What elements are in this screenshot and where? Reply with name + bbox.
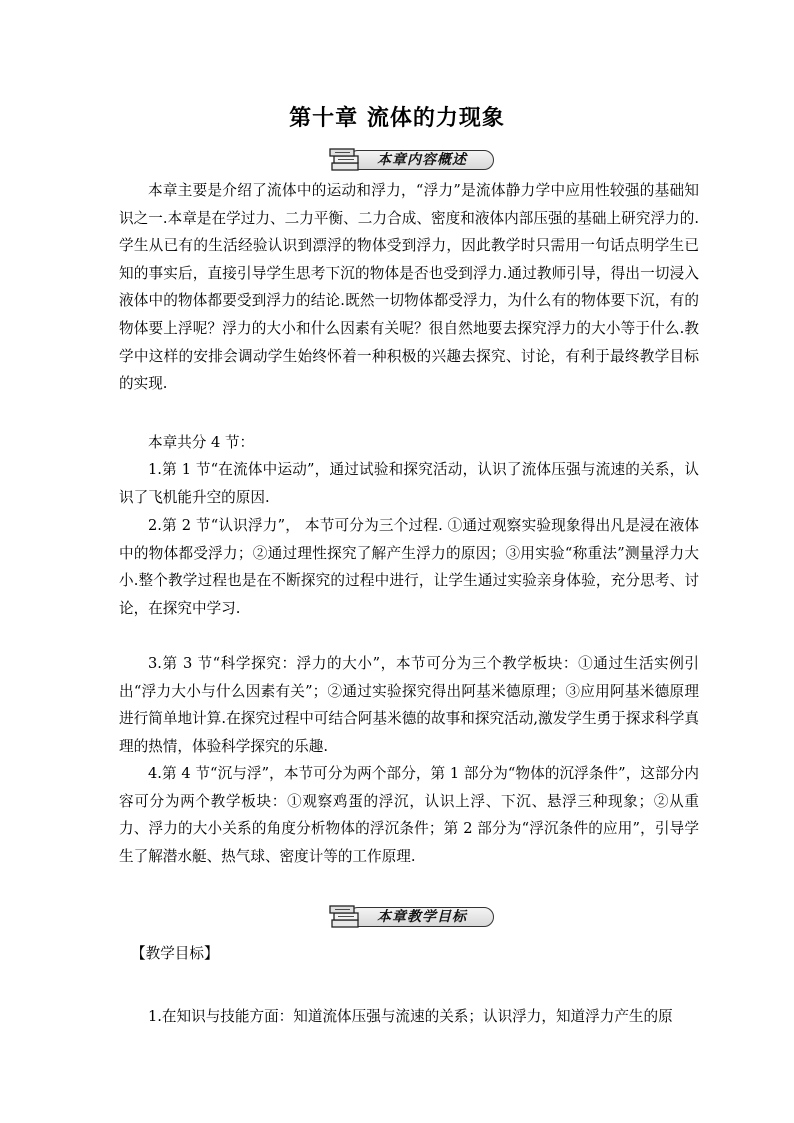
banner-overview-label: 本章内容概述 xyxy=(377,152,467,168)
banner-goals-label: 本章教学目标 xyxy=(377,909,467,925)
sections-intro: 本章共分 4 节： xyxy=(148,434,255,451)
section-item-3: 3.第 3 节“科学探究：浮力的大小”，本节可分为三个教学板块：①通过生活实例引出“浮力大小与什么因素有关”；②通过实验探究得出阿基米德原理；③应用阿基米德原理进行简单地计算.在探究过程中可结合阿基米德的故事和探究活动,激发学生勇于探求科学真理的热情，体验科学探究的乐趣. xyxy=(119,655,699,755)
page-title: 第十章 流体的力现象 xyxy=(289,106,505,131)
overview-paragraph: 本章主要是介绍了流体中的运动和浮力，“浮力”是流体静力学中应用性较强的基础知识之一.本章是在学过力、二力平衡、二力合成、密度和液体内部压强的基础上研究浮力的.学生从已有的生活经验认识到漂浮的物体受到浮力，因此教学时只需用一句话点明学生已知的事实后，直接引导学生思考下沉的物体是否也受到浮力.通过教师引导，得出一切浸入液体中的物体都要受到浮力的结论.既然一切物体都受浮力，为什么有的物体要下沉，有的物体要上浮呢？浮力的大小和什么因素有关呢？很自然地要去探究浮力的大小等于什么.教学中这样的安排会调动学生始终怀着一种积极的兴趣去探究、讨论，有利于最终教学目标的实现. xyxy=(119,182,699,393)
section-item-2: 2.第 2 节“认识浮力”， 本节可分为三个过程. ①通过观察实验现象得出凡是浸在液体中的物体都受浮力；②通过理性探究了解产生浮力的原因；③用实验“称重法”测量浮力大小.整个教学过程也是在不断探究的过程中进行，让学生通过实验亲身体验，充分思考、讨论，在探究中学习. xyxy=(119,517,699,617)
goals-item-1: 1.在知识与技能方面：知道流体压强与流速的关系；认识浮力，知道浮力产生的原 xyxy=(148,1008,673,1025)
section-item-4: 4.第 4 节“沉与浮”，本节可分为两个部分，第 1 部分为“物体的沉浮条件”，这部分内容可分为两个教学板块：①观察鸡蛋的浮沉，认识上浮、下沉、悬浮三种现象；②从重力、浮力的大小关系的角度分析物体的浮沉条件；第 2 部分为“浮沉条件的应用”，引导学生了解潜水艇、热气球、密度计等的工作原理. xyxy=(119,765,699,865)
goals-heading: 【教学目标】 xyxy=(131,945,219,962)
section-item-1: 1.第 1 节“在流体中运动”，通过试验和探究活动，认识了流体压强与流速的关系，认识了飞机能升空的原因. xyxy=(119,461,699,506)
section-banner-goals xyxy=(326,904,496,930)
section-banner-overview xyxy=(326,147,496,173)
